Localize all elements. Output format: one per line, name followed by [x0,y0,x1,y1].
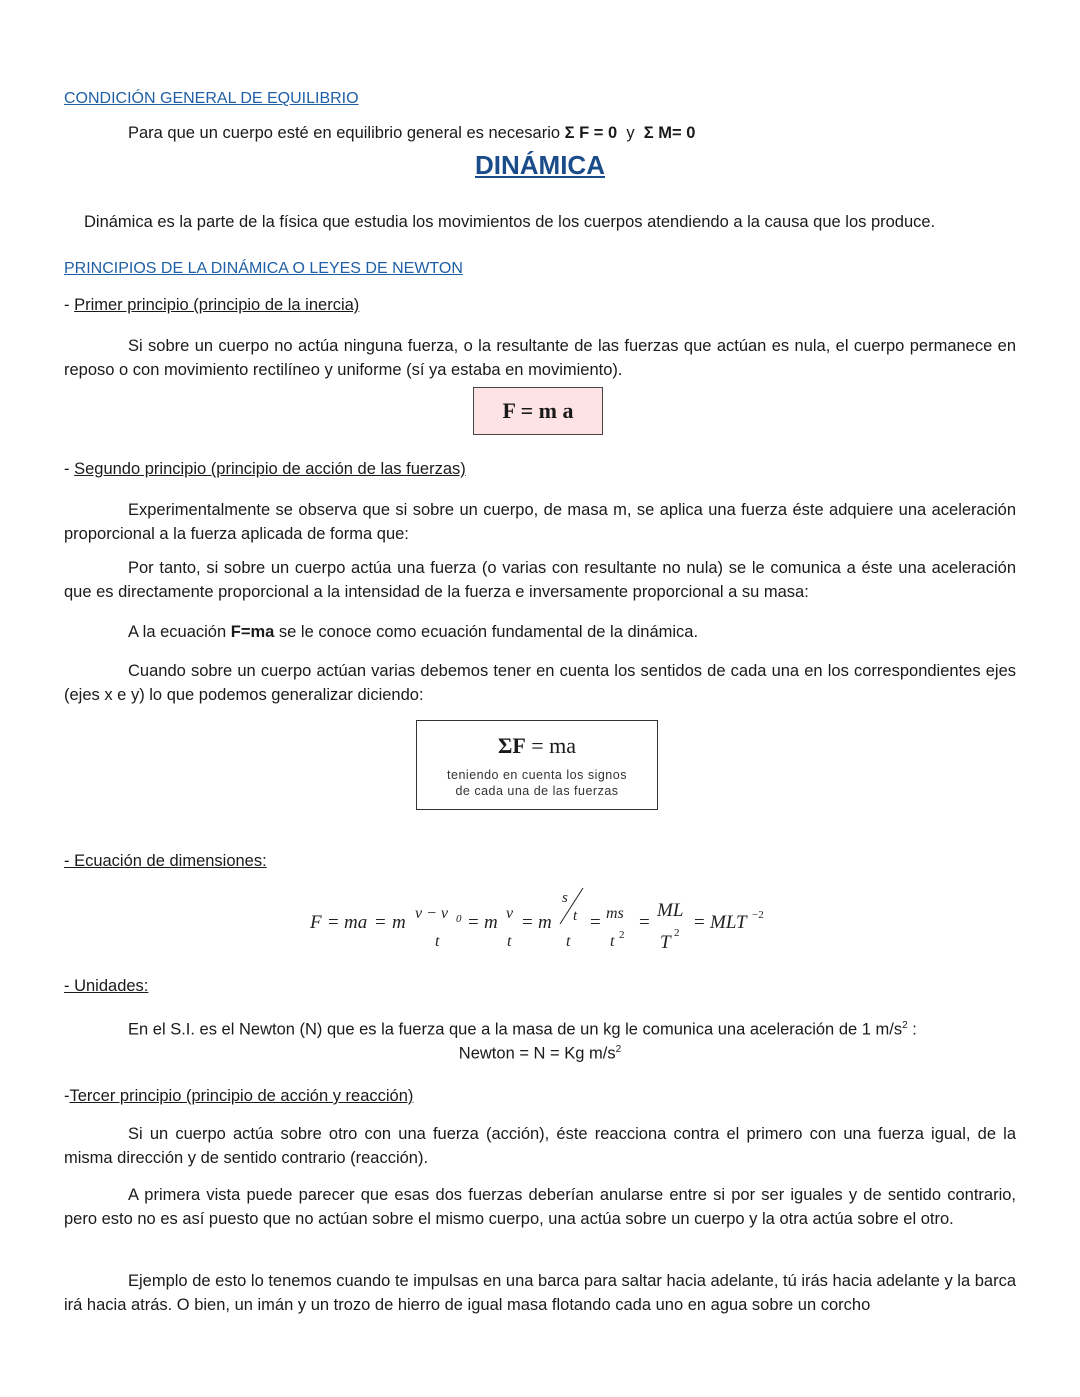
first-law-label [64,296,359,315]
third-law-p1: Si un cuerpo actúa sobre otro con una fuerza (acción), éste reacciona contra el primero con una fuerza igual, de la misma dirección y de sentido contrario (reacción). [64,1125,1016,1167]
second-law-p4: Cuando sobre un cuerpo actúan varias debemos tener en cuenta los sentidos de cada una en los correspondientes ejes (ejes x e y) lo que podemos generalizar diciendo: [64,662,1016,704]
formula-sum-f-box [416,720,658,810]
note-line-2: de cada una de las fuerzas [455,784,619,798]
eq-den3: t [566,933,571,950]
sum-forces: Σ F = 0 [564,124,618,142]
sum-f-symbol: ΣF [497,733,526,758]
second-law-prefix: - [64,460,75,478]
eq-num2: v [506,905,514,922]
eq-eq5: = [590,912,601,933]
first-law-prefix: - [64,296,75,314]
eq-m2: m [484,912,498,933]
dimensions-label [64,852,267,871]
third-law-p3: Ejemplo de esto lo tenemos cuando te impulsas en una barca para saltar hacia adelante, tú irás hacia adelante y la barca irá hacia atrás. O bien, un imán y un trozo de hierro de igual masa flotando cada uno en agua sobre un corcho [64,1272,1016,1314]
eq-m3: m [538,912,552,933]
newton-def-main: Newton = N = Kg m/s [458,1044,616,1063]
second-law-p1: Experimentalmente se observa que si sobre un cuerpo, de masa m, se aplica una fuerza éste adquiere una aceleración proporcional a la fuerza aplicada de forma que: [64,501,1016,543]
third-law-label [64,1087,413,1106]
units-text-main: En el S.I. es el Newton (N) que es la fuerza que a la masa de un kg le comunica una aceleración de 1 m/s [128,1020,903,1039]
sum-f-rest: = ma [525,733,577,758]
page-title: DINÁMICA [475,150,605,180]
sum-f-formula [417,733,657,759]
heading-equilibrium: CONDICIÓN GENERAL DE EQUILIBRIO [64,90,359,107]
equilibrium-condition [128,124,695,143]
eq-eq6: = [639,912,650,933]
units-label [64,977,148,996]
third-law-title: Tercer principio (principio de acción y reacción) [69,1087,414,1105]
eq-ma: ma [344,912,368,933]
eq-den5: T [660,932,671,953]
eq-finalpow: −2 [752,909,764,921]
eq-eq1: = [328,912,339,933]
third-law-p2: A primera vista puede parecer que esas dos fuerzas deberían anularse entre si por ser iguales y de sentido contrario, pero esto no es así puesto que no actúan sobre el mismo cuerpo, una actúa sobre un cuerpo y la otra actúa sobre el otro. [64,1186,1016,1228]
eq-eq2: = [375,912,386,933]
newton-def-sup: 2 [615,1044,622,1055]
eq-den2: t [507,933,512,950]
eq-F: F [310,912,322,933]
eq-sden: t [573,908,578,924]
units-title: - Unidades: [64,977,149,995]
formula-f-ma: F = m a [473,387,603,435]
second-law-p3 [128,620,698,644]
definition: Dinámica es la parte de la física que estudia los movimientos de los cuerpos atendiendo a la causa que los produce. [84,213,936,231]
eq-eq4: = [522,912,533,933]
second-law-label [64,460,466,479]
second-law-title: Segundo principio (principio de acción de las fuerzas) [74,460,466,478]
conjunction: y [626,124,635,142]
third-law-prefix: - [64,1087,70,1105]
dimensions-title: - Ecuación de dimensiones: [64,852,267,870]
eq-num5: ML [657,900,684,921]
eq-pow5: 2 [674,927,680,939]
first-law-title: Primer principio (principio de la inercia) [74,296,360,314]
dimension-equation [300,880,800,960]
p3-pre: A la ecuación [128,623,231,641]
sum-moments: Σ M= 0 [643,124,696,142]
eq-eq7: = [694,912,705,933]
eq-m1: m [392,912,406,933]
second-law-p2: Por tanto, si sobre un cuerpo actúa una fuerza (o varias con resultante no nula) se le comunica a éste una aceleración que es directamente proporcional a la intensidad de la fuerza e inversamente proporcional a su masa: [64,559,1016,601]
eq-pow4: 2 [619,929,625,941]
note-line-1: teniendo en cuenta los signos [447,768,627,782]
p3-post: se le conoce como ecuación fundamental de la dinámica. [274,623,699,641]
first-law-text: Si sobre un cuerpo no actúa ninguna fuerza, o la resultante de las fuerzas que actúan es nula, el cuerpo permanece en reposo o con movimiento rectilíneo y uniforme (sí ya estaba en movimiento). [64,337,1016,379]
newton-definition [0,1038,1080,1066]
eq-snum: s [562,890,568,906]
eq-eq3: = [468,912,479,933]
eq-den4: t [610,933,615,950]
sum-f-note [417,767,657,799]
eq-sub0: 0 [456,913,462,925]
eq-final: MLT [710,912,747,933]
p3-formula: F=ma [230,623,275,641]
eq-num1: v − v [415,905,448,922]
heading-newton-laws: PRINCIPIOS DE LA DINÁMICA O LEYES DE NEWTON [64,260,463,277]
units-text-sup: 2 [902,1020,908,1031]
equilibrium-text: Para que un cuerpo esté en equilibrio general es necesario [128,124,561,142]
eq-num4: ms [606,905,624,922]
eq-den1: t [435,933,440,950]
units-text-post: : [907,1020,917,1039]
